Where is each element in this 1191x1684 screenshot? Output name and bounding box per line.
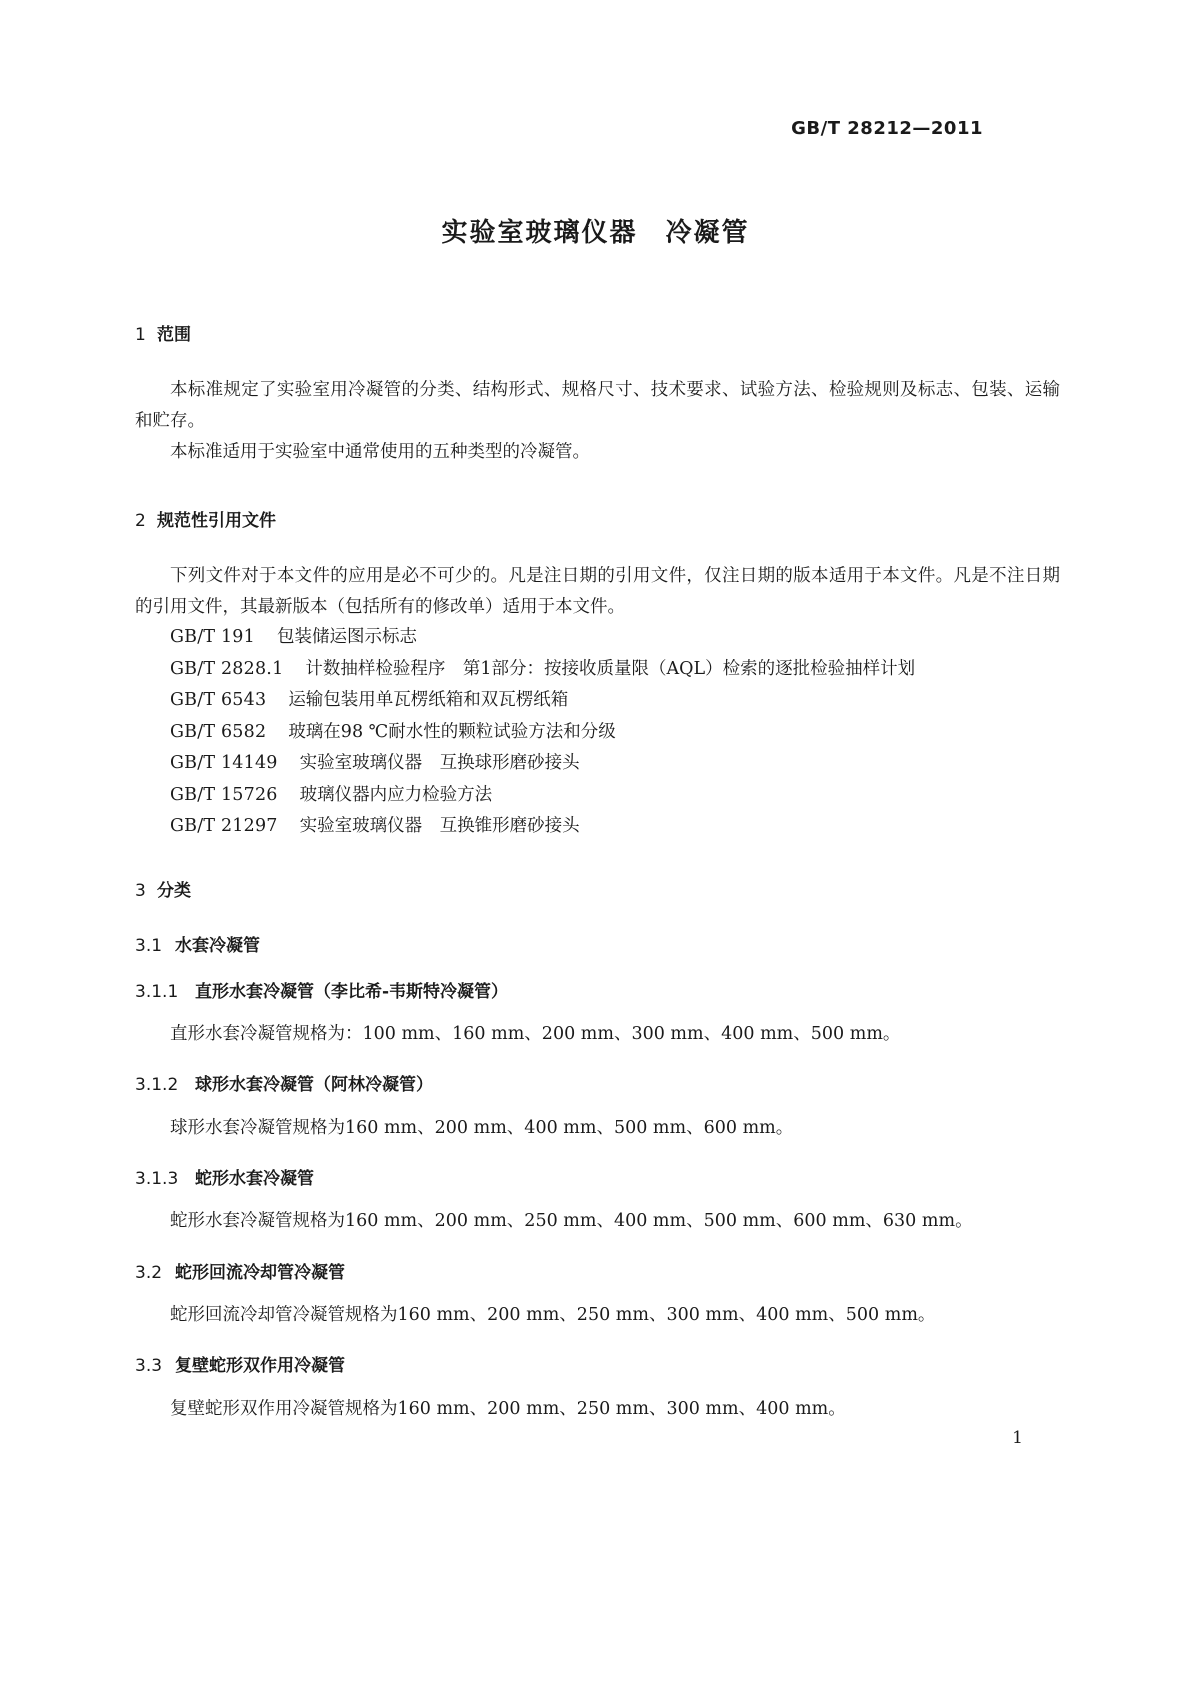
section-3-1-2-text: 球形水套冷凝管规格为160 mm、200 mm、400 mm、500 mm、600 mm。 xyxy=(170,1118,794,1138)
section-title: 分类 xyxy=(157,881,191,901)
section-number: 1 xyxy=(135,325,146,345)
reference-item xyxy=(170,811,915,843)
section-3-1-1-heading xyxy=(135,977,508,1002)
reference-item xyxy=(170,717,915,749)
section-2-intro: 下列文件对于本文件的应用是必不可少的。凡是注日期的引用文件，仅注日期的版本适用于本文件。凡是不注日期的引用文件，其最新版本（包括所有的修改单）适用于本文件。 xyxy=(135,566,1060,617)
section-number: 2 xyxy=(135,511,146,531)
reference-code: GB/T 2828.1 xyxy=(170,658,284,679)
section-1-paragraph-1: 本标准规定了实验室用冷凝管的分类、结构形式、规格尺寸、技术要求、试验方法、检验规则及标志、包装、运输和贮存。 xyxy=(135,380,1060,431)
reference-item xyxy=(170,748,915,780)
reference-code: GB/T 14149 xyxy=(170,753,278,773)
section-3-3-heading xyxy=(135,1351,345,1376)
reference-code: GB/T 21297 xyxy=(170,816,278,836)
section-number: 3.1 xyxy=(135,936,163,956)
reference-name: 玻璃在98 ℃耐水性的颗粒试验方法和分级 xyxy=(288,721,616,742)
reference-name: 实验室玻璃仪器 互换球形磨砂接头 xyxy=(299,753,580,773)
section-number: 3.1.3 xyxy=(135,1169,179,1189)
section-1-heading xyxy=(135,320,191,345)
section-number: 3.1.2 xyxy=(135,1075,179,1095)
section-title: 直形水套冷凝管（李比希-韦斯特冷凝管） xyxy=(195,982,509,1002)
reference-name: 运输包装用单瓦楞纸箱和双瓦楞纸箱 xyxy=(288,690,569,710)
section-3-heading xyxy=(135,876,191,901)
section-3-2-heading xyxy=(135,1258,345,1283)
section-3-2-text: 蛇形回流冷却管冷凝管规格为160 mm、200 mm、250 mm、300 mm、400 mm、500 mm。 xyxy=(170,1305,936,1325)
reference-code: GB/T 6582 xyxy=(170,721,267,742)
reference-name: 实验室玻璃仪器 互换锥形磨砂接头 xyxy=(299,816,580,836)
section-title: 复壁蛇形双作用冷凝管 xyxy=(175,1356,345,1376)
section-number: 3.3 xyxy=(135,1356,163,1376)
section-title: 规范性引用文件 xyxy=(157,511,276,531)
reference-item xyxy=(170,780,915,812)
reference-item xyxy=(170,622,915,654)
reference-name: 玻璃仪器内应力检验方法 xyxy=(299,784,493,805)
section-number: 3.2 xyxy=(135,1263,163,1283)
section-title: 蛇形水套冷凝管 xyxy=(195,1169,314,1189)
page-number: 1 xyxy=(1012,1428,1023,1448)
section-title: 蛇形回流冷却管冷凝管 xyxy=(175,1263,345,1283)
reference-item xyxy=(170,654,915,686)
reference-item xyxy=(170,685,915,717)
section-3-1-heading xyxy=(135,931,260,956)
section-3-1-3-heading xyxy=(135,1164,314,1189)
section-1-paragraph-2: 本标准适用于实验室中通常使用的五种类型的冷凝管。 xyxy=(170,442,590,462)
section-title: 球形水套冷凝管（阿林冷凝管） xyxy=(195,1075,433,1095)
section-3-1-1-text: 直形水套冷凝管规格为：100 mm、160 mm、200 mm、300 mm、400 mm、500 mm。 xyxy=(170,1024,901,1044)
normative-reference-list xyxy=(170,622,915,843)
section-3-1-2-heading xyxy=(135,1070,433,1095)
reference-name: 计数抽样检验程序 第1部分：按接收质量限（AQL）检索的逐批检验抽样计划 xyxy=(305,658,916,679)
standard-number: GB/T 28212—2011 xyxy=(791,118,983,139)
section-title: 范围 xyxy=(157,325,191,345)
section-2-heading xyxy=(135,506,276,531)
document-title: 实验室玻璃仪器 冷凝管 xyxy=(441,218,750,248)
reference-code: GB/T 191 xyxy=(170,627,255,647)
section-3-1-3-text: 蛇形水套冷凝管规格为160 mm、200 mm、250 mm、400 mm、500 mm、600 mm、630 mm。 xyxy=(170,1211,973,1231)
reference-name: 包装储运图示标志 xyxy=(276,627,417,647)
reference-code: GB/T 6543 xyxy=(170,690,267,710)
section-number: 3.1.1 xyxy=(135,982,179,1002)
section-title: 水套冷凝管 xyxy=(175,936,260,956)
section-3-3-text: 复壁蛇形双作用冷凝管规格为160 mm、200 mm、250 mm、300 mm、400 mm。 xyxy=(170,1399,846,1419)
reference-code: GB/T 15726 xyxy=(170,784,278,805)
section-number: 3 xyxy=(135,881,146,901)
